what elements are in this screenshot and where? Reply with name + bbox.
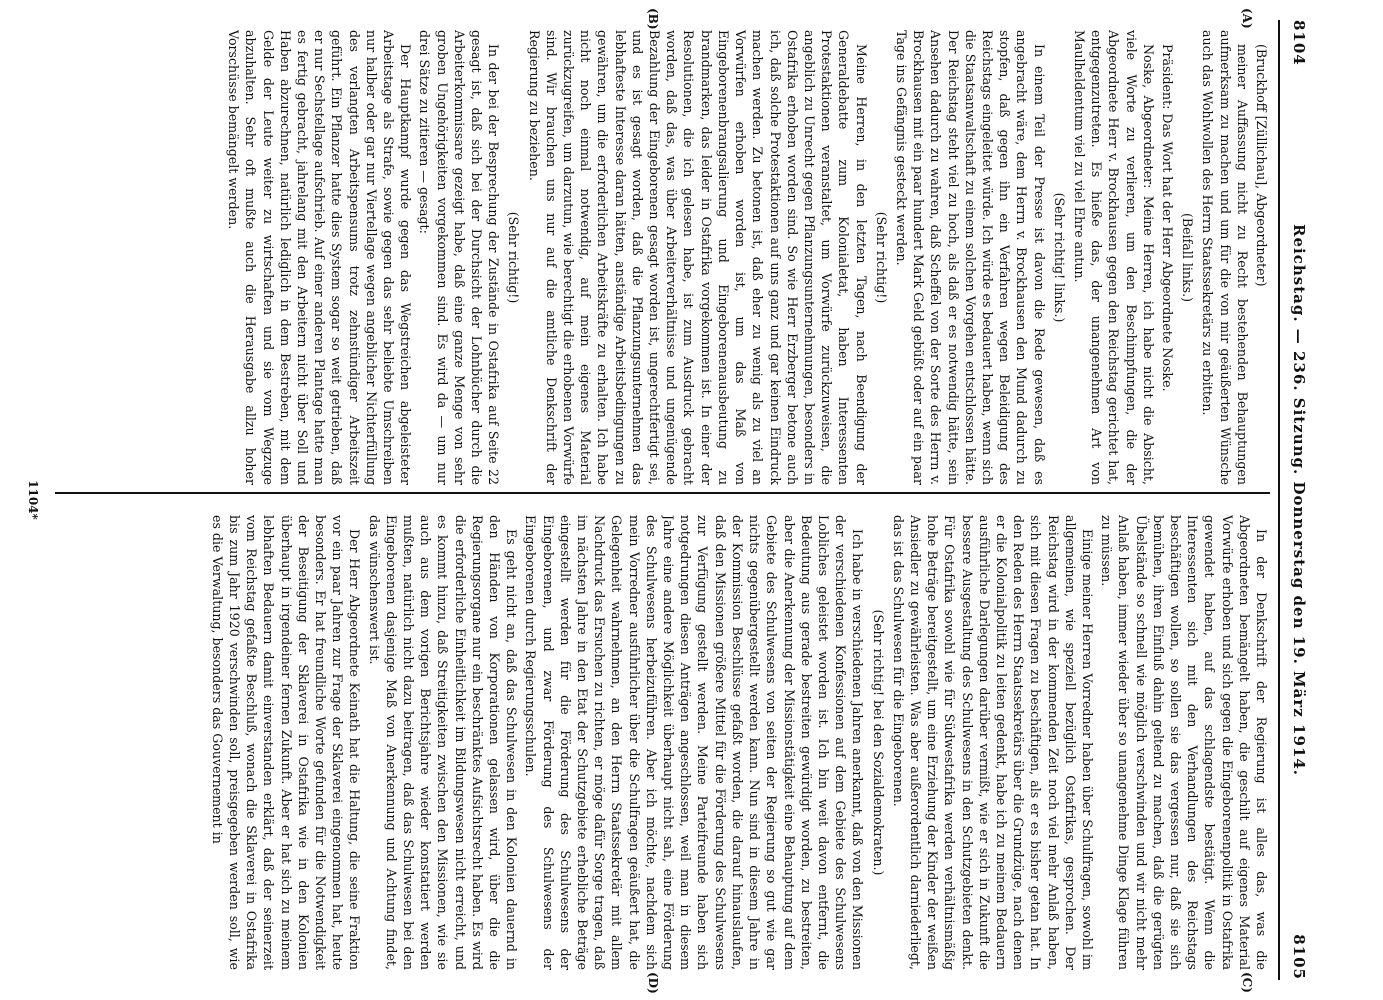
page-header-title: Reichstag. — 236. Sitzung. Donnerstag den 19. März 1914.: [1290, 224, 1308, 776]
interjection: (Sehr richtig!): [506, 211, 522, 304]
page-number-right: 8105: [1290, 934, 1308, 980]
right-column: [45, 515, 1270, 970]
margin-mark-c: (C): [1240, 972, 1254, 993]
paragraph: Es geht nicht an, daß das Schulwesen in den Kolonien dauernd in den Händen von Korporationen gelassen wird, über die die Regierungsorgane nur ein beschränktes Aufsichtsrecht haben. Es wird die erforderliche Einheitlichkeit im Bildungswesen nicht erreicht, und es kommt hinzu, daß Streitigkeiten zwischen den Missionen, wie sie auch aus dem vorigen Berichtsjahre wieder konstatiert werden mußten, natürlich nicht dazu beitragen, daß das Schulwesen bei den Eingeborenen dasjenige Maß von Anerkennung und Achtung findet, das wünschenswert ist.: [366, 515, 520, 970]
margin-mark-d: (D): [646, 972, 660, 994]
paragraph: In der bei der Besprechung der Zustände in Ostafrika auf Seite 22 gesagt ist, daß sich bei der Durchsicht der Lohnbücher durch die Arbeiterkommissare gezeigt habe, daß eine ganze Menge von sehr groben Ungehörigkeiten vorgekommen sind. Es wird da — um nur drei Sätze zu zitieren — gesagt:: [417, 30, 502, 485]
margin-mark-a: (A): [1240, 8, 1254, 29]
paragraph: Einige meiner Herren Vorredner haben über Schulfragen, sowohl im allgemeinen, wie speziell bezüglich Ostafrikas, gesprochen. Der Reichstag wird in der kommenden Zeit noch viel mehr Anlaß haben, sich mit diesen Fragen zu beschäftigen, als er es bisher getan hat. In den Reden des Herrn Staatssekretärs über die Grundzüge, nach denen er die Kolonialpolitik zu leiten gedenkt, habe ich zu meinem Bedauern ausführliche Darlegungen darüber vermißt, wie er sich in Zukunft die bessere Ausgestaltung des Schulwesens in den Schutzgebieten denkt. Für Ostafrika sowohl wie für Südwestafrika werden verhältnismäßig hohe Beträge bereitgestellt, um eine Erziehung der Kinder der weißen Ansiedler zu gewährleisten. Was aber außerordentlich darniederliegt, das ist das Schulwesen für die Eingeborenen.: [890, 515, 1095, 970]
paragraph: Noske, Abgeordneter: Meine Herren, ich habe nicht die Absicht, viele Worte zu verlieren, um den Beschimpfungen, die der Abgeordnete Herr v. Brockhausen gegen den Reichstag gerichtet hat, entgegenzutreten. Es hieße das, der unangenehmen Art von Maulheldentum viel zu viel Ehre antun.: [1071, 30, 1156, 485]
interjection: (Beifall links.): [1180, 212, 1196, 303]
paragraph: Der Herr Abgeordnete Keinath hat die Haltung, die seine Fraktion vor ein paar Jahren zur Frage der Sklaverei eingenommen hat, heute besonders. Er hat freundliche Worte gefunden für die Notwendigkeit der Beseitigung der Sklaverei in Ostafrika wie in den Kolonien überhaupt in irgendeiner fernen Zukunft. Aber er hat sich zu meinem lebhaften Bedauern damit einverstanden erklärt, daß der seinerzeit vom Reichstag gefaßte Beschluß, wonach die Sklaverei in Ostafrika bis zum Jahr 1920 verschwinden soll, preisgegeben werden soll, wie es die Verwaltung, besonders das Gouvernement in: [209, 515, 363, 970]
margin-mark-b: (B): [646, 8, 660, 30]
paragraph: In einem Teil der Presse ist davon die Rede gewesen, daß es angebracht wäre, dem Herrn v. Brockhausen den Mund dadurch zu stopfen, daß gegen ihn ein Verfahren wegen Beleidigung des Reichstags eingeleitet würde. Ich würde es bedauert haben, wenn sich die Staatsanwaltschaft zu einem solchen Vorgehen entschlossen hätte. Der Reichstag steht viel zu hoch, als daß er es notwendig hätte, sein Ansehen dadurch zu wahren, daß Scheffel von der Sorte des Herrn v. Brockhausen mit ein paar hundert Mark Geld gebüßt oder auf ein paar Tage ins Gefängnis gesteckt werden.: [893, 30, 1047, 485]
page-number-left: 8104: [1290, 20, 1308, 66]
column-rule: [55, 492, 1270, 494]
paragraph: Der Hauptkampf wurde gegen das Wegstreichen abgeleisteter Arbeitstage als Strafe, sowie gegen das sehr beliebte Umschreiben nur halber oder gar nur Viertellage wegen angeblicher Nichterfüllung des verlangten Arbeitspensums trotz zehnstündiger Arbeitszeit geführt. Ein Pflanzer hatte dies System sogar so weit getrieben, daß er nur Sechstellage aufschrieb. Auf einer anderen Plantage hatte man es fertig gebracht, jahrelang mit den Arbeitern nicht über Soll und Haben abzurechnen, natürlich lediglich in dem Bestreben, mit dem Gelde der Leute weiter zu wirtschaften und sie vom Wegzuge abzuhalten. Sehr oft mußte auch die Herausgabe allzu hoher Vorschüsse bemängelt werden.: [226, 30, 414, 485]
paragraph: meiner Auffassung nicht zu Recht bestehenden Behauptungen aufmerksam zu machen und um für die von mir geäußerten Wünsche auch das Wohlwollen des Herrn Staatssekretärs zu erbitten.: [1200, 30, 1250, 485]
header-rule: [1278, 20, 1280, 980]
paragraph: Meine Herren, in den letzten Tagen, nach Beendigung der Generaldebatte zum Kolonialetat, haben Interessenten Protestaktionen veranstaltet, um Vorwürfe zurückzuweisen, die angeblich zu Unrecht gegen Pflanzungsunternehmungen, besonders in Ostafrika erhoben worden sind. So wie Herr Erzberger betone auch ich, daß solche Protestaktionen auf uns ganz und gar keinen Eindruck machen werden. Zu betonen ist, daß eher zu wenig als zu viel an Vorwürfen erhoben worden ist, um das Maß von Eingeborenenbrangsalierung und Eingeborenenausbeutung zu brandmarken, das leider in Ostafrika vorgekommen ist. In einer der Resolutionen, die ich gelesen habe, ist zum Ausdruck gebracht worden, daß das, was über Arbeiterverhältnisse und ungenügende Bezahlung der Eingeborenen gesagt worden ist, ungerechtfertigt sei, und es ist gesagt worden, daß die Pflanzungsunternehmen das lebhafteste Interesse daran hätten, anständige Arbeitsbedingungen zu gewähren, um die erforderlichen Arbeitskräfte zu erhalten. Ich habe nicht noch einmal notwendig, auf mein eigenes Material zurückzugreifen, um darzutun, wie berechtigt die erhobenen Vorwürfe sind. Wir brauchen uns nur auf die amtliche Denkschrift der Regierung zu beziehen.: [526, 30, 869, 485]
signature-mark: 1104*: [26, 480, 40, 520]
paragraph: Präsident: Das Wort hat der Herr Abgeordnete Noske.: [1159, 44, 1175, 392]
paragraph: In der Denkschrift der Regierung ist alles das, was die Abgeordneten bemängelt haben, die geschilt auf eigenes Material Vorwürfe erhoben und sich gegen die Eingeborenenpolitik in Ostafrika gewendet haben, auf das schlagendste bestätigt. Wenn die Interessenten sich mit den Verhandlungen des Reichstags beschäftigen wollen, so sollen sie das vergessen nur, daß sie sich bemühen, ihren Einfluß dahin geltend zu machen, daß die gerügten Übelstände so schnell wie möglich verschwinden und wir nicht mehr Anlaß haben, immer wieder über so unangenehme Dinge Klage führen zu müssen.: [1099, 515, 1269, 970]
page-header: [1278, 20, 1308, 980]
interjection: (Sehr richtig! links.): [1051, 192, 1067, 323]
left-column: [45, 30, 1270, 485]
interjection: (Sehr richtig! bei den Sozialdemokraten.): [870, 609, 886, 876]
interjection: (Sehr richtig!): [873, 211, 889, 304]
paragraph: (Bruckhoff [Züllichau], Abgeordneter): [1254, 44, 1269, 287]
paragraph: Ich habe in verschiedenen Jahren anerkannt, daß von den Missionen der verschiedenen Konfessionen auf dem Gebiete des Schulwesens Lobliches geleistet worden ist. Ich bin weit davon entfernt, die Bedeutung aus gerade bestreiten gewürdigt worden, zu bestreiten, aber die Anerkennung der Missionstätigkeit eine Behauptung auf dem Gebiete des Schulwesens von seiten der Regierung so gut wie gar nichts gegenübergestellt werden kann. Nun sind in diesem Jahre in der Kommission Beschlüsse gefaßt worden, die darauf hinauslaufen, daß den Missionen größere Mittel für die Förderung des Schulwesens zur Verfügung gestellt werden. Meine Parteifreunde haben sich notgedrungen diesen Anträgen angeschlossen, weil man in diesem Jahre eine andere Möglichkeit überhaupt nicht sah, eine Förderung des Schulwesens herbeizuführen. Aber ich möchte, nachdem sich mein Vorredner ausführlicher über die Schulfragen geäußert hat, die Gelegenheit wahrnehmen, an den Herrn Staatssekretär mit allem Nachdruck das Ersuchen zu richten, er möge dafür Sorge tragen, daß im nächsten Jahre in den Etat der Schutzgebiete erhebliche Beträge eingestellt werden für die Förderung des Schulwesens der Eingeborenen, und zwar Förderung des Schulwesens der Eingeborenen durch Regierungsschulen.: [523, 515, 866, 970]
